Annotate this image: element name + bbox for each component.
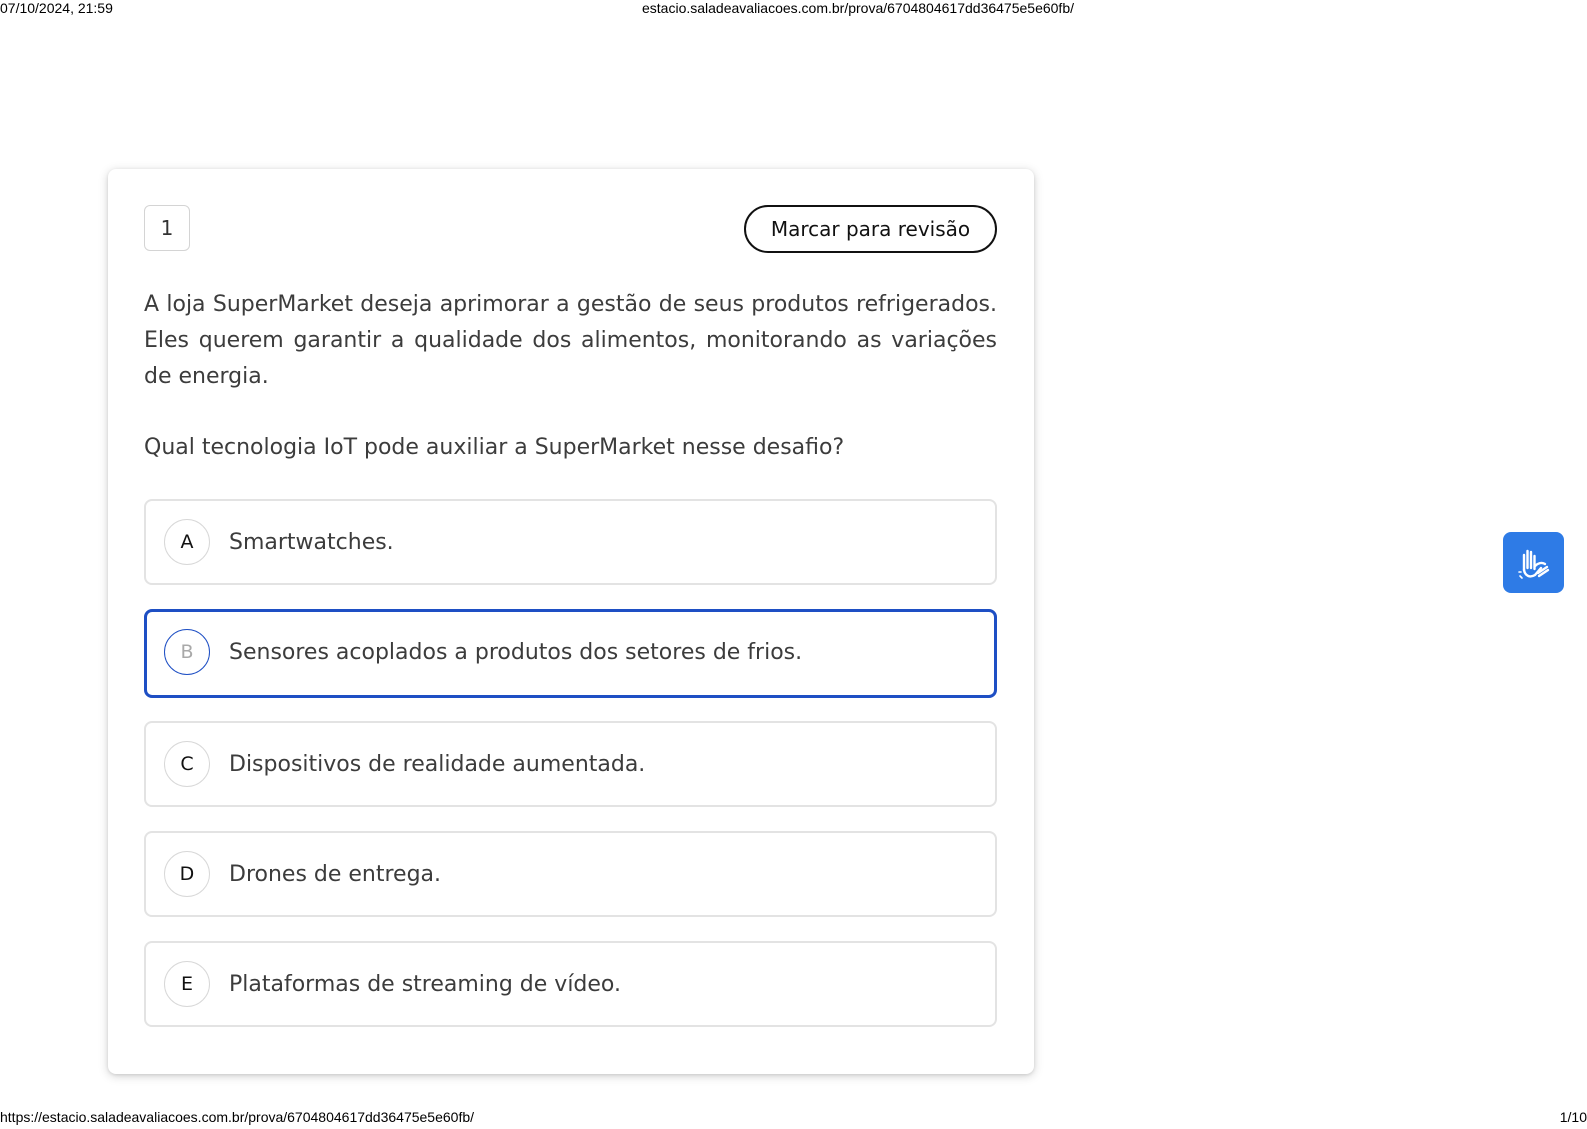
option-text: Sensores acoplados a produtos dos setores de frios. (229, 639, 803, 665)
question-statement: A loja SuperMarket deseja aprimorar a gestão de seus produtos refrigerados. Eles querem garantir a qualidade dos alimentos, monitorando as variações de energia. (144, 292, 997, 389)
sign-language-accessibility-button[interactable] (1503, 532, 1564, 593)
option-c[interactable] (144, 721, 997, 807)
option-text: Dispositivos de realidade aumentada. (229, 751, 646, 777)
print-url: estacio.saladeavaliacoes.com.br/prova/6704804617dd36475e5e60fb/ (642, 0, 1074, 16)
page-counter: 1/10 (1559, 1109, 1587, 1125)
option-b[interactable] (144, 609, 997, 698)
option-letter: E (164, 961, 210, 1007)
print-header (0, 0, 1587, 18)
option-letter: A (164, 519, 210, 565)
option-e[interactable] (144, 941, 997, 1027)
option-letter: D (164, 851, 210, 897)
option-text: Drones de entrega. (229, 861, 442, 887)
option-d[interactable] (144, 831, 997, 917)
question-text (144, 287, 997, 466)
question-card (108, 169, 1034, 1074)
option-letter: B (164, 629, 210, 675)
option-text: Plataformas de streaming de vídeo. (229, 971, 621, 997)
footer-url: https://estacio.saladeavaliacoes.com.br/prova/6704804617dd36475e5e60fb/ (0, 1109, 475, 1125)
option-letter: C (164, 741, 210, 787)
print-datetime: 07/10/2024, 21:59 (0, 0, 113, 16)
question-prompt: Qual tecnologia IoT pode auxiliar a SuperMarket nesse desafio? (144, 435, 845, 460)
mark-for-review-button[interactable]: Marcar para revisão (744, 205, 997, 253)
option-text: Smartwatches. (229, 529, 394, 555)
option-a[interactable] (144, 499, 997, 585)
sign-language-icon (1514, 543, 1554, 583)
question-number: 1 (144, 205, 190, 251)
print-footer (0, 1109, 1587, 1127)
